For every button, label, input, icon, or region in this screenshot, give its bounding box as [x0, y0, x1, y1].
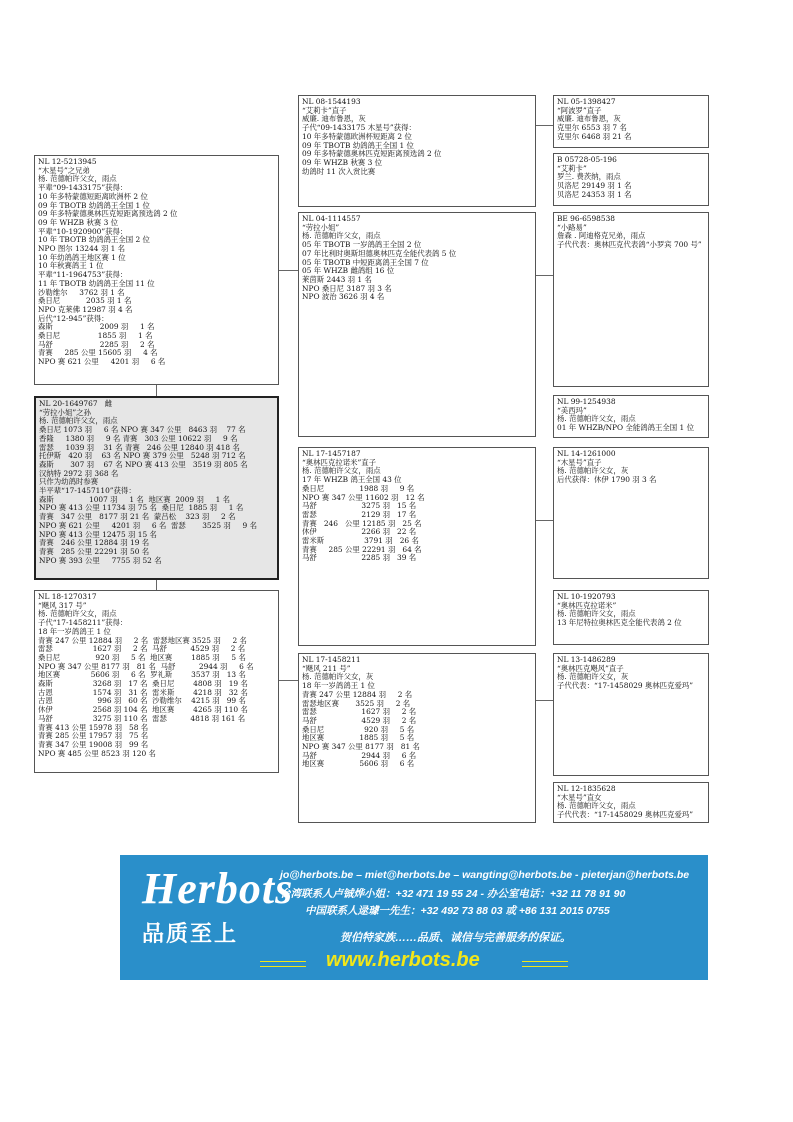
- pedigree-line: 09 年多特蒙德奥林匹克短距离预选鸽 2 位: [38, 209, 178, 219]
- pedigree-line: “艾莉卡”直子: [302, 105, 347, 115]
- pedigree-line: 杨. 范德帕许父女，雨点: [38, 174, 117, 184]
- pigeon-dam-sire-card: [298, 447, 536, 646]
- pedigree-line: 杨. 范德帕许父女，雨点: [39, 416, 118, 426]
- pedigree-line: 10 年 TBOTB 幼鸽鸽王全国 2 位: [38, 235, 150, 245]
- pedigree-line: 休伊 2568 羽 104 名 地区赛 4265 羽 110 名: [38, 705, 248, 715]
- pedigree-line: 子代“17-1458211”获得：: [38, 618, 128, 628]
- ring-number: BE 96-6598538: [557, 214, 615, 223]
- pedigree-line: 05 年 WHZB 雌鸽组 16 位: [302, 266, 395, 276]
- pedigree-line: 雷瑟 1039 羽 31 名 青赛 246 公里 12840 羽 418 名: [39, 442, 240, 452]
- pigeon-sire-sire-card: [298, 95, 536, 207]
- pedigree-line: 后代“12-945”获得：: [38, 313, 109, 323]
- pedigree-line: NPO 赛 393 公里 7755 羽 52 名: [39, 555, 162, 565]
- pedigree-line: 青赛 247 公里 12884 羽 2 名 雷瑟地区赛 3525 羽 2 名: [38, 635, 247, 645]
- pedigree-line: 威廉. 迪布鲁恩，灰: [557, 114, 621, 124]
- pedigree-line: 森斯 2009 羽 1 名: [38, 322, 155, 332]
- pigeon-dss-card: [553, 447, 709, 579]
- pigeon-sire-card: [34, 155, 279, 385]
- pedigree-line: 半平辈“17-1457110”获得：: [39, 486, 136, 496]
- pedigree-line: 05 年 TBOTB 中短距离鸽王全国 7 位: [302, 257, 429, 267]
- pedigree-line: 子代代表：“17-1458029 奥林匹克爱玛”: [557, 681, 694, 691]
- pedigree-line: 桑日尼 920 羽 5 名: [302, 724, 415, 734]
- pedigree-line: 09 年 WHZB 秋赛 3 位: [38, 217, 119, 227]
- pedigree-line: “飓风 317 号”: [38, 600, 87, 610]
- pedigree-line: 托伊斯 420 羽 63 名 NPO 赛 379 公里 5248 羽 712 名: [39, 451, 246, 461]
- pigeon-sss-card: [553, 95, 709, 148]
- pedigree-line: 古恩 996 羽 60 名 沙勒维尔 4215 羽 99 名: [38, 696, 246, 706]
- ring-number: NL 99-1254938: [557, 397, 616, 406]
- pigeon-ssd-card: [553, 153, 709, 206]
- pedigree-line: “奥林匹克拉诺米”: [557, 600, 617, 610]
- pedigree-line: 雷瑟 1627 羽 2 名 马舒 4529 羽 2 名: [38, 644, 246, 654]
- pigeon-dam-card: [34, 590, 279, 773]
- ring-number: NL 18-1270317: [38, 592, 97, 601]
- pedigree-line: 马舒 4529 羽 2 名: [302, 715, 417, 725]
- pedigree-line: 杨. 范德帕许父女，雨点: [557, 609, 636, 619]
- pedigree-line: NPO 赛 413 公里 12475 羽 15 名: [39, 529, 157, 539]
- pedigree-line: 贝洛尼 24353 羽 1 名: [557, 189, 632, 199]
- pedigree-line: 幼鸽时 11 次入赏比赛: [302, 166, 376, 176]
- pedigree-line: 杨. 范德帕许父女，雨点: [557, 414, 636, 424]
- pedigree-line: 子代代表：“17-1458029 奥林匹克爱玛”: [557, 810, 694, 820]
- ring-number: NL 12-5213945: [38, 157, 97, 166]
- divider: [522, 961, 568, 967]
- pedigree-line: NPO 赛 621 公里 4201 羽 6 名: [38, 357, 166, 367]
- pedigree-line: 平辈“10-1920900”获得：: [38, 226, 128, 236]
- pigeon-main-card: [34, 396, 279, 580]
- pedigree-line: 莱茵斯 2443 羽 1 名: [302, 274, 372, 284]
- pedigree-line: 09 年 WHZB 秋赛 3 位: [302, 157, 383, 167]
- herbots-banner: [120, 855, 708, 980]
- pedigree-line: “奥林匹克拉诺米”直子: [302, 457, 377, 467]
- connector: [156, 580, 157, 590]
- pedigree-line: 克里尔 6468 羽 21 名: [557, 131, 632, 141]
- pedigree-line: “美西玛”: [557, 405, 587, 415]
- connector: [536, 520, 553, 521]
- ring-number: NL 05-1398427: [557, 97, 616, 106]
- pedigree-line: 09 年 TBOTB 幼鸽鸽王全国 1 位: [38, 200, 150, 210]
- ring-number: NL 17-1458211: [302, 655, 361, 664]
- pedigree-line: 森斯 3268 羽 17 名 桑日尼 4808 羽 19 名: [38, 679, 248, 689]
- pedigree-line: 10 年幼鸽鸽王地区赛 1 位: [38, 252, 126, 262]
- pedigree-line: 雷瑟 2129 羽 17 名: [302, 509, 417, 519]
- pedigree-line: 马舒 2285 羽 2 名: [38, 339, 155, 349]
- pedigree-line: 青赛 247 公里 12884 羽 2 名: [302, 689, 413, 699]
- pedigree-line: 雷瑟地区赛 3525 羽 2 名: [302, 698, 411, 708]
- ring-number: NL 04-1114557: [302, 214, 361, 223]
- ring-number: NL 12-1835628: [557, 784, 616, 793]
- pedigree-line: 马舒 2944 羽 6 名: [302, 750, 417, 760]
- ring-number: NL 08-1544193: [302, 97, 361, 106]
- pedigree-line: 桑日尼 2035 羽 1 名: [38, 296, 132, 306]
- promise-text: 贺伯特家族……品质、诚信与完善服务的保证。: [340, 932, 571, 944]
- ring-number: NL 17-1457187: [302, 449, 361, 458]
- pedigree-line: 后代获得：休伊 1790 羽 3 名: [557, 475, 657, 485]
- pigeon-sds-card: [553, 212, 709, 387]
- pedigree-line: 桑日尼 1073 羽 6 名 NPO 赛 347 公里 8463 羽 77 名: [39, 425, 246, 435]
- pedigree-line: 杨. 范德帕许父女，雨点: [557, 801, 636, 811]
- connector: [536, 700, 553, 701]
- pedigree-line: 09 年多特蒙德奥林匹克短距离预选鸽 2 位: [302, 149, 442, 159]
- slogan: 品质至上: [142, 921, 239, 946]
- taiwan-contact: 台湾联系人卢铖烨小姐：+32 471 19 55 24 - 办公室电话：+32 11 78 91 90: [280, 888, 626, 900]
- pedigree-line: 杨. 范德帕许父女，灰: [557, 672, 629, 682]
- pedigree-line: 桑日尼 1855 羽 1 名: [38, 331, 153, 341]
- pedigree-line: 10 年多特蒙德欧洲杯短距离 2 位: [302, 131, 412, 141]
- pedigree-line: 地区赛 1885 羽 5 名: [302, 733, 415, 743]
- pedigree-line: 青赛 246 公里 12884 羽 19 名: [39, 538, 150, 548]
- pedigree-line: 青赛 285 公里 15605 羽 4 名: [38, 348, 158, 358]
- pedigree-line: 10 年多特蒙德短距离欧洲杯 2 位: [38, 191, 148, 201]
- pigeon-dam-dam-card: [298, 653, 536, 823]
- pedigree-line: 古恩 1574 羽 31 名 雷米斯 4218 羽 32 名: [38, 687, 248, 697]
- pedigree-line: 子代“09-1433175 木星号”获得：: [302, 123, 416, 133]
- pedigree-line: 子代代表：奥林匹克代表鸽“小罗宾 700 号”: [557, 240, 702, 250]
- pedigree-line: NPO 桑日尼 3187 羽 3 名: [302, 283, 392, 293]
- pedigree-line: “阿波罗”直子: [557, 105, 602, 115]
- pedigree-line: 青赛 347 公里 19008 羽 99 名: [38, 739, 149, 749]
- pedigree-line: “劳拉小姐”之孙: [39, 407, 91, 417]
- pedigree-line: 05 年 TBOTB 一岁鸽鸽王全国 2 位: [302, 240, 422, 250]
- ring-number: NL 20-1649767 雌: [39, 399, 112, 408]
- pedigree-line: 10 年秋赛鸽王 1 位: [38, 261, 104, 271]
- ring-number: NL 13-1486289: [557, 655, 616, 664]
- pedigree-line: 杨. 范德帕许父女，雨点: [302, 466, 381, 476]
- connector: [279, 270, 298, 271]
- pedigree-line: 森斯 1007 羽 1 名 地区赛 2009 羽 1 名: [39, 494, 231, 504]
- pedigree-line: 詹森 . 阿迪格克兄弟，雨点: [557, 231, 646, 241]
- pedigree-line: NPO 赛 621 公里 4201 羽 6 名 雷瑟 3525 羽 9 名: [39, 520, 257, 530]
- pedigree-line: 01 年 WHZB/NPO 全能鸽鸽王全国 1 位: [557, 423, 694, 433]
- pigeon-sdd-card: [553, 395, 709, 438]
- china-contact: 中国联系人逯璩一先生：+32 492 73 88 03 或 +86 131 2015 0755: [305, 905, 610, 917]
- pedigree-line: “小路易”: [557, 222, 587, 232]
- pedigree-line: “木星号”之兄弟: [38, 165, 90, 175]
- pedigree-line: 汉纳特 2972 羽 368 名: [39, 468, 119, 478]
- pedigree-line: “木星号”直女: [557, 792, 602, 802]
- pedigree-line: NPO 赛 413 公里 11734 羽 75 名 桑日尼 1885 羽 1 名: [39, 503, 244, 513]
- ring-number: NL 10-1920793: [557, 592, 616, 601]
- pedigree-line: 香隆 1380 羽 9 名 青赛 303 公里 10622 羽 9 名: [39, 433, 238, 443]
- pedigree-line: 杨. 范德帕许父女，灰: [557, 466, 629, 476]
- connector: [536, 275, 553, 276]
- website-link[interactable]: www.herbots.be: [326, 949, 480, 971]
- pedigree-line: 桑日尼 1988 羽 9 名: [302, 483, 415, 493]
- pedigree-line: 青赛 413 公里 15978 羽 58 名: [38, 722, 149, 732]
- pedigree-line: “奥林匹克飓风”直子: [557, 663, 624, 673]
- ring-number: B 05728-05-196: [557, 155, 617, 164]
- pedigree-line: 07 年比利时奥斯坦德奥林匹克全能代表鸽 5 位: [302, 248, 457, 258]
- pedigree-line: “艾莉卡”: [557, 163, 587, 173]
- pedigree-line: 青赛 285 公里 22291 羽 64 名: [302, 544, 422, 554]
- pedigree-line: 马舒 2285 羽 39 名: [302, 553, 417, 563]
- pigeon-dsd-card: [553, 590, 709, 645]
- pedigree-line: 平辈“09-1433175”获得：: [38, 183, 128, 193]
- pedigree-line: 马舒 3275 羽 15 名: [302, 501, 417, 511]
- pedigree-line: 11 年 TBOTB 幼鸽鸽王全国 11 位: [38, 278, 155, 288]
- pigeon-dds-card: [553, 653, 709, 776]
- pedigree-line: 杨. 范德帕许父女，雨点: [38, 609, 117, 619]
- pedigree-line: NPO 赛 347 公里 8177 羽 81 名 马舒 2944 羽 6 名: [38, 661, 254, 671]
- pedigree-line: “飓风 211 号”: [302, 663, 351, 673]
- pedigree-line: 只作为幼鸽时参赛: [39, 477, 99, 487]
- pedigree-line: “木星号”直子: [557, 457, 602, 467]
- contact-emails[interactable]: jo@herbots.be – miet@herbots.be – wangting@herbots.be - pieterjan@herbots.be: [280, 869, 690, 881]
- pedigree-line: 桑日尼 920 羽 5 名 地区赛 1885 羽 5 名: [38, 652, 246, 662]
- pedigree-line: 罗兰. 费茨纳，雨点: [557, 172, 621, 182]
- pedigree-line: 18 年一岁鸽鸽王 1 位: [302, 681, 375, 691]
- pedigree-line: 青赛 285 公里 17957 羽 75 名: [38, 731, 149, 741]
- pedigree-line: 青赛 246 公里 12185 羽 25 名: [302, 518, 422, 528]
- pigeon-sire-dam-card: [298, 212, 536, 437]
- pedigree-line: 13 年尼特拉奥林匹克全能代表鸽 2 位: [557, 618, 682, 628]
- pedigree-line: 平辈“11-1964753”获得：: [38, 270, 128, 280]
- pedigree-line: 沙勒维尔 3762 羽 1 名: [38, 287, 125, 297]
- pedigree-line: NPO 赛 347 公里 11602 羽 12 名: [302, 492, 425, 502]
- pedigree-line: “劳拉小姐”: [302, 222, 340, 232]
- pedigree-line: 马舒 3275 羽 110 名 雷瑟 4818 羽 161 名: [38, 713, 246, 723]
- pedigree-line: 休伊 2266 羽 22 名: [302, 527, 417, 537]
- ring-number: NL 14-1261000: [557, 449, 616, 458]
- pedigree-line: 09 年 TBOTB 幼鸽鸽王全国 1 位: [302, 140, 414, 150]
- pedigree-line: 地区赛 5606 羽 6 名: [302, 759, 415, 769]
- herbots-logo: Herbots: [142, 864, 294, 913]
- connector: [536, 125, 553, 126]
- pedigree-line: 贝洛尼 29149 羽 1 名: [557, 181, 632, 191]
- pedigree-line: NPO 波治 3626 羽 4 名: [302, 292, 385, 302]
- pigeon-ddd-card: [553, 782, 709, 823]
- pedigree-line: 雷瑟 1627 羽 2 名: [302, 707, 417, 717]
- pedigree-line: NPO 图尔 13244 羽 1 名: [38, 244, 126, 254]
- pedigree-line: 17 年 WHZB 鸽王全国 43 位: [302, 475, 402, 485]
- pedigree-line: NPO 赛 347 公里 8177 羽 81 名: [302, 742, 420, 752]
- pedigree-line: 青赛 347 公里 8177 羽 21 名 蒙吕松 323 羽 2 名: [39, 512, 236, 522]
- pedigree-line: 杨. 范德帕许父女，灰: [302, 672, 374, 682]
- pedigree-line: 地区赛 5606 羽 6 名 罗礼斯 3537 羽 13 名: [38, 670, 246, 680]
- pedigree-line: 18 年一岁鸽鸽王 1 位: [38, 626, 111, 636]
- divider: [260, 961, 306, 967]
- pedigree-line: 雷米斯 3791 羽 26 名: [302, 536, 419, 546]
- pedigree-line: 杨. 范德帕许父女，雨点: [302, 231, 381, 241]
- pedigree-line: 威廉. 迪布鲁恩，灰: [302, 114, 366, 124]
- pedigree-line: 克里尔 6553 羽 7 名: [557, 123, 627, 133]
- connector: [156, 385, 157, 396]
- connector: [279, 680, 298, 681]
- pedigree-line: NPO 克莱佛 12987 羽 4 名: [38, 304, 133, 314]
- pedigree-line: 青赛 285 公里 22291 羽 50 名: [39, 546, 150, 556]
- pedigree-line: NPO 赛 485 公里 8523 羽 120 名: [38, 748, 156, 758]
- pedigree-line: 森斯 307 羽 67 名 NPO 赛 413 公里 3519 羽 805 名: [39, 459, 248, 469]
